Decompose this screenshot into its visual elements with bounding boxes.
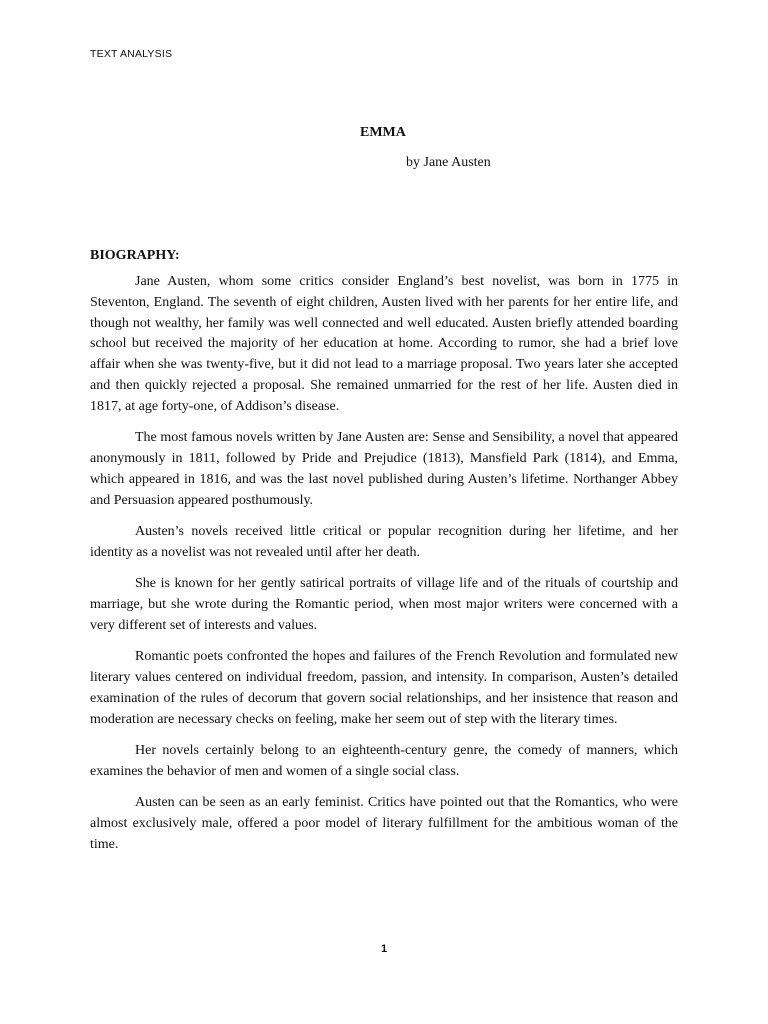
paragraph: Romantic poets confronted the hopes and failures of the French Revolution and formulated new literary values centered on individual freedom, passion, and intensity. In comparison, Austen’s detailed examination of the rules of decorum that govern social relationships, and her insistence that reason and moderation are necessary checks on feeling, make her seem out of step with the literary times. [90,649,678,727]
page-number: 1 [380,943,388,955]
paragraph: Jane Austen, whom some critics consider England’s best novelist, was born in 1775 in Steventon, England. The seventh of eight children, Austen lived with her parents for her entire life, and though not wealthy, her family was well connected and well educated. Austen briefly attended boarding school but received the majority of her education at home. According to rumor, she had a brief love affair when she was twenty-five, but it did not lead to a marriage proposal. Two years later she accepted and then quickly rejected a proposal. She remained unmarried for the rest of her life. Austen died in 1817, at age forty-one, of Addison’s disease. [90,274,678,414]
paragraph: The most famous novels written by Jane Austen are: Sense and Sensibility, a novel that appeared anonymously in 1811, followed by Pride and Prejudice (1813), Mansfield Park (1814), and Emma, which appeared in 1816, and was the last novel published during Austen’s lifetime. Northanger Abbey and Persuasion appeared posthumously. [90,430,678,508]
paragraph: She is known for her gently satirical portraits of village life and of the rituals of courtship and marriage, but she wrote during the Romantic period, when most major writers were concerned with a very different set of interests and values. [90,576,678,633]
running-header: TEXT ANALYSIS [90,48,173,60]
paragraph: Her novels certainly belong to an eighteenth-century genre, the comedy of manners, which examines the behavior of men and women of a single social class. [90,742,678,779]
biography-body [90,272,678,866]
author-line: by Jane Austen [406,155,491,170]
document-title: EMMA [360,125,406,140]
section-heading-biography: BIOGRAPHY: [90,248,180,263]
paragraph: Austen can be seen as an early feminist. Critics have pointed out that the Romantics, who were almost exclusively male, offered a poor model of literary fulfillment for the ambitious woman of the time. [90,795,678,852]
paragraph: Austen’s novels received little critical or popular recognition during her lifetime, and her identity as a novelist was not revealed until after her death. [90,523,678,560]
